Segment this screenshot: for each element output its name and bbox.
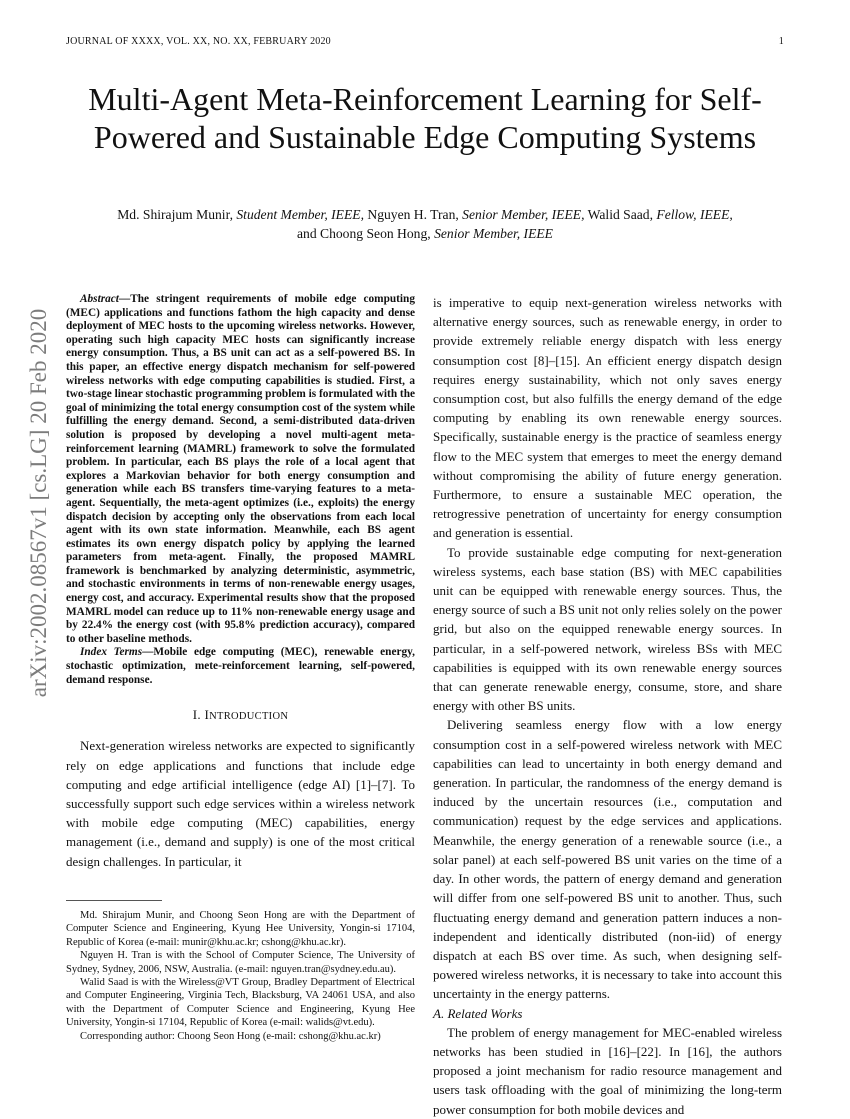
footnote-4: Corresponding author: Choong Seon Hong (e-mail: cshong@khu.ac.kr) xyxy=(80,1030,381,1042)
index-terms xyxy=(66,646,415,687)
author-1-name: Md. Shirajum Munir, xyxy=(117,207,233,222)
right-column xyxy=(433,293,782,1119)
abstract-text: —The stringent requirements of mobile edge computing (MEC) applications and functions fathom the high capacity and dense deployment of MEC hosts to the upcoming wireless networks. However, operating such high capacity MEC hosts can significantly increase energy consumption. Thus, a BS unit can act as a self-powered BS. In this paper, an effective energy dispatch mechanism for self-powered wireless networks with edge computing capabilities is studied. First, a two-stage linear stochastic programming problem is formulated with the goal of minimizing the total energy consumption cost of the system while fulfilling the energy demand. Second, a semi-distributed data-driven solution is proposed by developing a novel multi-agent meta-reinforcement learning (MAMRL) framework to solve the formulated problem. In particular, each BS plays the role of a local agent that explores a Markovian behavior for both energy consumption and generation while each BS transfers time-varying features to a meta-agent. Sequentially, the meta-agent optimizes (i.e., exploits) the energy dispatch decision by accepting only the observations from each local agent with its own state information. Meanwhile, each BS agent estimates its own energy dispatch policy by applying the learned parameters from meta-agent. Finally, the proposed MAMRL framework is benchmarked by analyzing deterministic, asymmetric, and stochastic environments in terms of non-renewable energy usages, energy cost, and accuracy. Experimental results show that the proposed MAMRL model can reduce up to 11% non-renewable energy usage and by 22.4% the energy cost (with 95.8% prediction accuracy), compared to other baseline methods. xyxy=(66,293,415,645)
running-header xyxy=(66,36,784,47)
author-4-role: Senior Member, IEEE xyxy=(434,226,553,241)
index-terms-lead: Index Terms xyxy=(80,646,143,659)
page-number: 1 xyxy=(778,36,784,47)
subsection-heading-related-works: A. Related Works xyxy=(433,1005,523,1021)
arxiv-identifier-stamp: arXiv:2002.08567v1 [cs.LG] 20 Feb 2020 xyxy=(26,308,51,698)
author-3-role: Fellow, IEEE, xyxy=(656,207,733,222)
right-paragraph-3: Delivering seamless energy flow with a low energy consumption cost in a self-powered wireless network with MEC capabilities can lead to uncertainty in both energy demand and generation. In particular, the randomness of the energy demand is induced by the uncertain resources (i.e., computation and communication) request by the edge services and applications. Meanwhile, the energy generation of a renewable source (i.e., a solar panel) at each self-powered BS unit varies on the time of a day. In other words, the pattern of energy demand and generation will differ from one self-powered BS unit to another. Thus, such fluctuating energy demand and generation pattern induces a non-independent and identically distributed (non-iid) of energy dispatch at each BS over time. As such, when designing self-powered wireless networks, it is necessary to take into account this uncertainty in the energy patterns. xyxy=(433,717,782,1002)
author-4-name: and Choong Seon Hong, xyxy=(297,226,431,241)
author-footnotes xyxy=(66,909,415,1043)
section-heading-introduction xyxy=(66,705,415,726)
index-terms-text: —Mobile edge computing (MEC), renewable energy, stochastic optimization, mete-reinforcement learning, self-powered, demand response. xyxy=(66,646,415,686)
abstract xyxy=(66,293,415,646)
footnote-rule xyxy=(66,900,162,901)
section-heading-rest: NTRODUCTION xyxy=(209,711,289,723)
author-list xyxy=(60,205,790,243)
right-paragraph-1: is imperative to equip next-generation wireless networks with alternative energy sources, such as renewable energy, in order to provide extremely reliable energy dispatch with less energy consumption cost [8]–[15]. An efficient energy dispatch design requires energy sustainability, which not only saves energy consumption cost, but also fulfills the energy demand of the edge computing by enabling its own renewable energy sources. Specifically, sustainable energy is the practice of seamless energy flow to the MEC system that emerges to meet the energy demand without compromising the ability of future energy generation. Furthermore, to ensure a sustainable MEC operation, the retrogressive penetration of uncertainty for energy consumption and generation is essential. xyxy=(433,295,782,541)
abstract-lead: Abstract xyxy=(80,293,119,305)
author-2-name: Nguyen H. Tran, xyxy=(367,207,459,222)
author-3-name: Walid Saad, xyxy=(587,207,653,222)
author-2-role: Senior Member, IEEE, xyxy=(462,207,585,222)
intro-paragraph-1: Next-generation wireless networks are expected to significantly rely on edge applications and functions that include edge computing and edge artificial intelligence (edge AI) [1]–[7]. To successfully support such edge services within a wireless network with mobile edge computing (MEC) capabilities, energy management (i.e., demand and supply) is one of the most critical design challenges. In particular, it xyxy=(66,738,415,869)
right-paragraph-2: To provide sustainable edge computing for next-generation wireless systems, each base station (BS) with MEC capabilities unit can be equipped with renewable energy sources. Thus, the energy source of such a BS unit not only relies solely on the power grid, but also on the equipped renewable energy sources. In particular, in a self-powered network, wireless BSs with MEC capabilities is equipped with its own renewable energy sources that can generate renewable energy, consume, store, and share energy with other BS units. xyxy=(433,544,782,714)
paper-title: Multi-Agent Meta-Reinforcement Learning for Self-Powered and Sustainable Edge Computing Systems xyxy=(88,81,762,155)
section-heading-numeral: I. I xyxy=(192,707,210,723)
footnote-3: Walid Saad is with the Wireless@VT Group, Bradley Department of Electrical and Computer Engineering, Virginia Tech, Blacksburg, VA 24061 USA, and also with the Department of Computer Science and Engineering, Kyung Hee University, Yongin-si 17104, Republic of Korea (e-mail: walids@vt.edu). xyxy=(66,977,415,1029)
author-1-role: Student Member, IEEE, xyxy=(236,207,364,222)
left-column xyxy=(66,293,415,871)
journal-info: JOURNAL OF XXXX, VOL. XX, NO. XX, FEBRUARY 2020 xyxy=(66,36,331,47)
footnote-2: Nguyen H. Tran is with the School of Computer Science, The University of Sydney, Sydney, 2006, NSW, Australia. (e-mail: nguyen.tran@sydney.edu.au). xyxy=(66,950,415,975)
right-paragraph-4: The problem of energy management for MEC-enabled wireless networks has been studied in [16]–[22]. In [16], the authors proposed a joint mechanism for radio resource management and users task offloading with the goal of minimizing the long-term power consumption for both mobile devices and xyxy=(433,1024,782,1117)
footnote-1: Md. Shirajum Munir, and Choong Seon Hong are with the Department of Computer Science and Engineering, Kyung Hee University, Yongin-si 17104, Republic of Korea (e-mail: munir@khu.ac.kr; cshong@khu.ac.kr). xyxy=(66,910,415,948)
